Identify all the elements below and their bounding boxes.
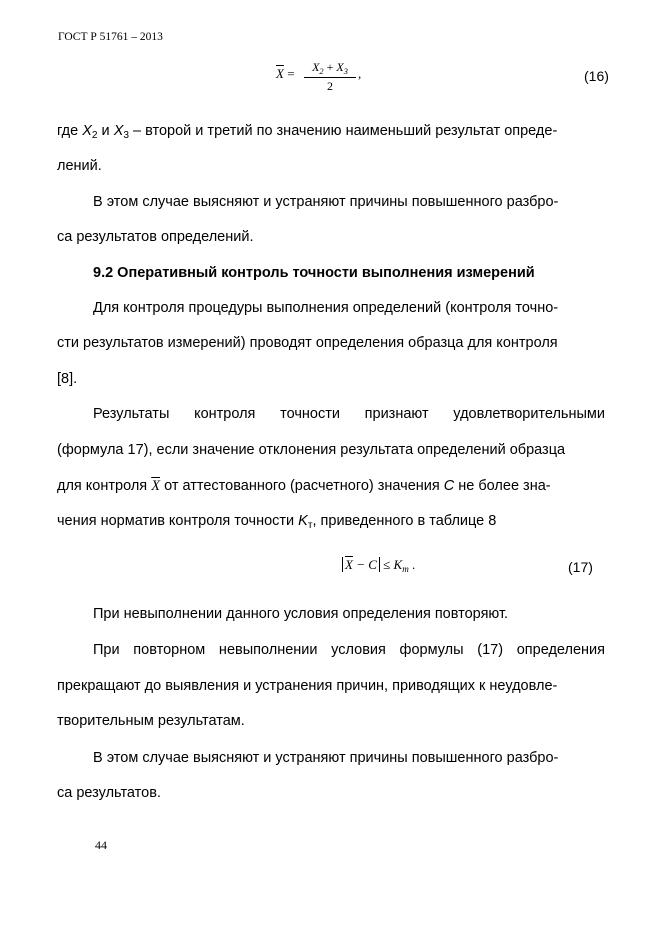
formula-16-fraction	[304, 60, 356, 94]
para6-line3: творительным результатам.	[57, 713, 245, 729]
para4-line4: чения норматив контроля точности $K_т$, приведенного в таблице 8	[57, 513, 497, 531]
para3-line2: сти результатов измерений) проводят определения образца для контроля	[57, 335, 558, 351]
para2-line2: са результатов определений.	[57, 229, 254, 245]
section-heading: 9.2 Оперативный контроль точности выполнения измерений	[93, 265, 535, 281]
para3-line1: Для контроля процедуры выполнения определений (контроля точно-	[93, 300, 559, 316]
para2-line1: В этом случае выясняют и устраняют причины повышенного разбро-	[93, 194, 559, 210]
document-page: ГОСТ Р 51761 – 2013 $\overline{X}$ = $X_2 + X_3$ 2 , (16) где $X_2$ и $X_3$ – второй и третий по значению наименьший результат опреде- лений. В этом случае выясняют и устраняют причины повышенного разбро- са результатов определений. 9.2 Оперативный контроль точности выполнения измерений Для контроля процедуры выполнения определений (контроля точно- сти результатов измерений) проводят определения образца для контроля [8]. Результаты контроля точности признают удовлетворительными (формула 17), если значение отклонения результата определений образца для контроля $\overline{X}$ от аттестованного (расчетного) значения C не более зна- чения норматив контроля точности $K_т$, приведенного в таблице 8 $\overline{X} - C \le K_т$ . (17) При невыполнении данного условия определения повторяют. При повторном невыполнении условия формулы (17) определения прекращают до выявления и устранения причин, приводящих к неудовле- творительным результатам. В этом случае выясняют и устраняют причины повышенного разбро- са результатов. 44	[57, 31, 609, 852]
formula-17-number: (17)	[568, 559, 593, 575]
para4-line1: Результаты контроля точности признают удовлетворительными	[93, 406, 605, 422]
para6-line1: При повторном невыполнении условия формулы (17) определения	[93, 642, 605, 658]
para4-line2: (формула 17), если значение отклонения результата определений образца	[57, 442, 566, 458]
formula-16-denominator: 2	[327, 79, 333, 93]
formula-16-number: (16)	[584, 68, 609, 84]
para5-line1: При невыполнении данного условия определения повторяют.	[93, 606, 509, 622]
para1-line2: лений.	[57, 158, 102, 174]
standard-header: ГОСТ Р 51761 – 2013	[58, 31, 163, 43]
para7-line2: са результатов.	[57, 785, 161, 801]
fraction-bar	[304, 77, 356, 78]
para6-line2: прекращают до выявления и устранения причин, приводящих к неудовле-	[57, 678, 558, 694]
para3-line3: [8].	[57, 371, 78, 387]
page-number: 44	[95, 838, 107, 852]
formula-17: $\overline{X} - C \le K_т$ .	[342, 557, 415, 573]
formula-16-lhs: $\overline{X}$ =	[276, 66, 295, 81]
formula-17-abs: $\overline{X} - C$	[342, 557, 380, 572]
para4-line3: для контроля $\overline{X}$ от аттестованного (расчетного) значения C не более зна-	[57, 478, 551, 494]
para1-line1: где $X_2$ и $X_3$ – второй и третий по значению наименьший результат опреде-	[57, 123, 558, 141]
para7-line1: В этом случае выясняют и устраняют причины повышенного разбро-	[93, 750, 559, 766]
formula-16-numerator: $X_2 + X_3$	[312, 60, 348, 76]
